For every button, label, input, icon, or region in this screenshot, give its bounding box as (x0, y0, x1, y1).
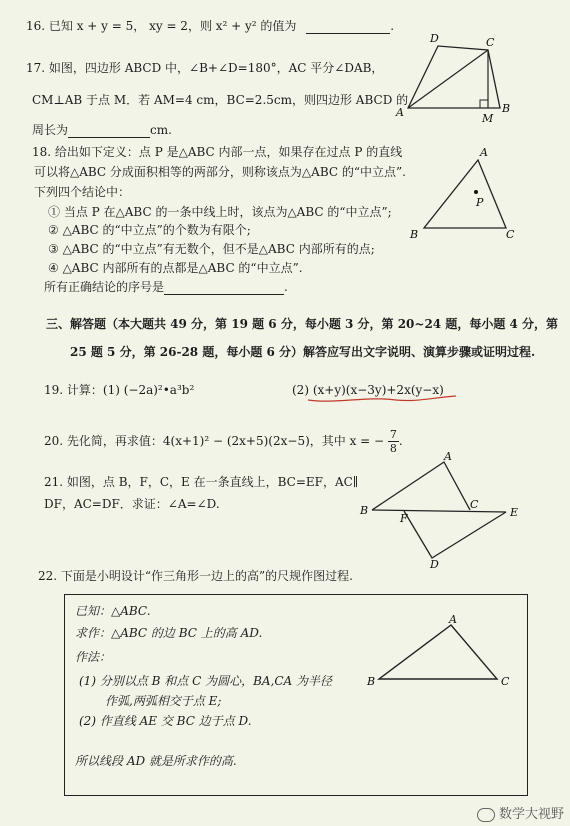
q19-pen-mark (308, 396, 456, 401)
q21-line2: DF，AC=DF．求证：∠A=∠D. (44, 497, 220, 511)
watermark-text: 数学大视野 (498, 807, 564, 822)
q16-text: 16. 已知 x + y = 5， xy = 2，则 x² + y² 的值为 (26, 19, 297, 33)
q19-part2-text: (2) (x+y)(x−3y)+2x(y−x) (292, 383, 444, 397)
q21-line1: 21. 如图，点 B，F，C，E 在一条直线上，BC=EF，AC∥ (44, 475, 359, 489)
q17-label-a: A (396, 106, 404, 119)
q17-label-m: M (482, 112, 494, 125)
q17-quadrilateral-figure (388, 26, 524, 126)
q17-line3 (32, 122, 172, 138)
q21-label-a: A (444, 450, 452, 463)
q18-line8 (44, 279, 288, 295)
q18-end: . (284, 280, 288, 294)
section3-line2: 25 题 5 分，第 26-28 题，每小题 6 分）解答应写出文字说明、演算步骤或证明过程. (70, 345, 536, 359)
q22-ask: 求作：△ABC 的边 BC 上的高 AD. (75, 626, 263, 640)
q21-triangle-dfe (404, 511, 506, 558)
q22-step1b: 作弧,两弧相交于点 E; (105, 694, 222, 708)
q18-line3: 下列四个结论中： (34, 185, 131, 199)
q17-label-d: D (430, 32, 439, 45)
q19-red-underline (306, 392, 466, 406)
q20-line (44, 428, 403, 455)
q20-denominator: 8 (389, 442, 397, 455)
q20-end: . (398, 434, 403, 448)
q18-item4: ④ △ABC 内部所有的点都是△ABC 的“中立点”. (48, 261, 303, 275)
q17-diagonal-ac (408, 50, 488, 108)
q22-box (64, 594, 528, 796)
q18-item1: ① 当点 P 在△ABC 的一条中线上时，该点为△ABC 的“中立点”; (48, 205, 392, 219)
q18-item2: ② △ABC 的“中立点”的个数为有限个; (48, 223, 251, 237)
q18-label-c: C (506, 228, 515, 241)
q20-numerator: 7 (389, 428, 397, 441)
q18-triangle-shape (424, 160, 506, 228)
q22-label-b: B (367, 675, 376, 688)
q19-part1: 19. 计算：(1) (−2a)²•a³b² (44, 383, 195, 397)
q21-triangles-figure (356, 448, 532, 570)
q22-label-c: C (501, 675, 510, 688)
q17-perimeter-label: 周长为 (32, 123, 69, 137)
q22-label-a: A (449, 613, 457, 626)
q18-label-p: P (476, 196, 484, 209)
q21-label-e: E (510, 506, 519, 519)
q18-label-b: B (410, 228, 419, 241)
q21-label-c: C (470, 498, 479, 511)
q16-blank (306, 21, 390, 34)
q16-line (26, 18, 394, 34)
q20-text: 20. 先化简，再求值：4(x+1)² − (2x+5)(2x−5)，其中 x = − (44, 434, 385, 448)
q18-line2: 可以将△ABC 分成面积相等的两部分，则称该点为△ABC 的“中立点”. (34, 165, 406, 179)
q18-blank (164, 282, 284, 295)
q18-item3: ③ △ABC 的“中立点”有无数个，但不是△ABC 内部所有的点; (48, 242, 375, 256)
chat-bubble-icon (477, 808, 495, 822)
q21-label-f: F (400, 512, 408, 525)
q22-step2: (2) 作直线 AE 交 BC 边于点 D. (79, 714, 252, 728)
q17-label-b: B (502, 102, 511, 115)
q18-point-p (474, 190, 478, 194)
q16-end: . (390, 19, 395, 33)
q22-triangle-figure (365, 613, 515, 693)
q17-blank (68, 125, 150, 138)
q17-unit: cm. (150, 123, 172, 137)
section3-line1: 三、解答题（本大题共 49 分，第 19 题 6 分，每小题 3 分，第 20~24 题，每小题 4 分，第 (46, 317, 559, 331)
q17-right-angle-mark (480, 100, 488, 108)
q18-answer-label: 所有正确结论的序号是 (44, 280, 165, 294)
q21-triangle-abc (372, 462, 470, 510)
q21-label-d: D (430, 558, 439, 571)
q22-title: 22. 下面是小明设计“作三角形一边上的高”的尺规作图过程. (38, 569, 353, 583)
q17-line1: 17. 如图，四边形 ABCD 中，∠B+∠D=180°，AC 平分∠DAB， (26, 61, 384, 75)
q17-label-c: C (486, 36, 495, 49)
q18-triangle-figure (406, 146, 526, 242)
q22-conclusion: 所以线段 AD 就是所求作的高. (75, 754, 237, 768)
q21-label-b: B (360, 504, 369, 517)
q18-line1: 18. 给出如下定义：点 P 是△ABC 内部一点，如果存在过点 P 的直线 (32, 145, 403, 159)
q22-triangle-shape (379, 625, 497, 679)
q17-line2: CM⊥AB 于点 M．若 AM=4 cm，BC=2.5cm，则四边形 ABCD 的 (32, 93, 409, 107)
q22-known: 已知：△ABC. (75, 604, 151, 618)
q22-method: 作法： (75, 650, 112, 664)
q22-step1a: (1) 分别以点 B 和点 C 为圆心，BA,CA 为半径 (79, 674, 333, 688)
q21-line-be (372, 510, 506, 512)
q18-label-a: A (480, 146, 488, 159)
watermark (477, 803, 564, 822)
